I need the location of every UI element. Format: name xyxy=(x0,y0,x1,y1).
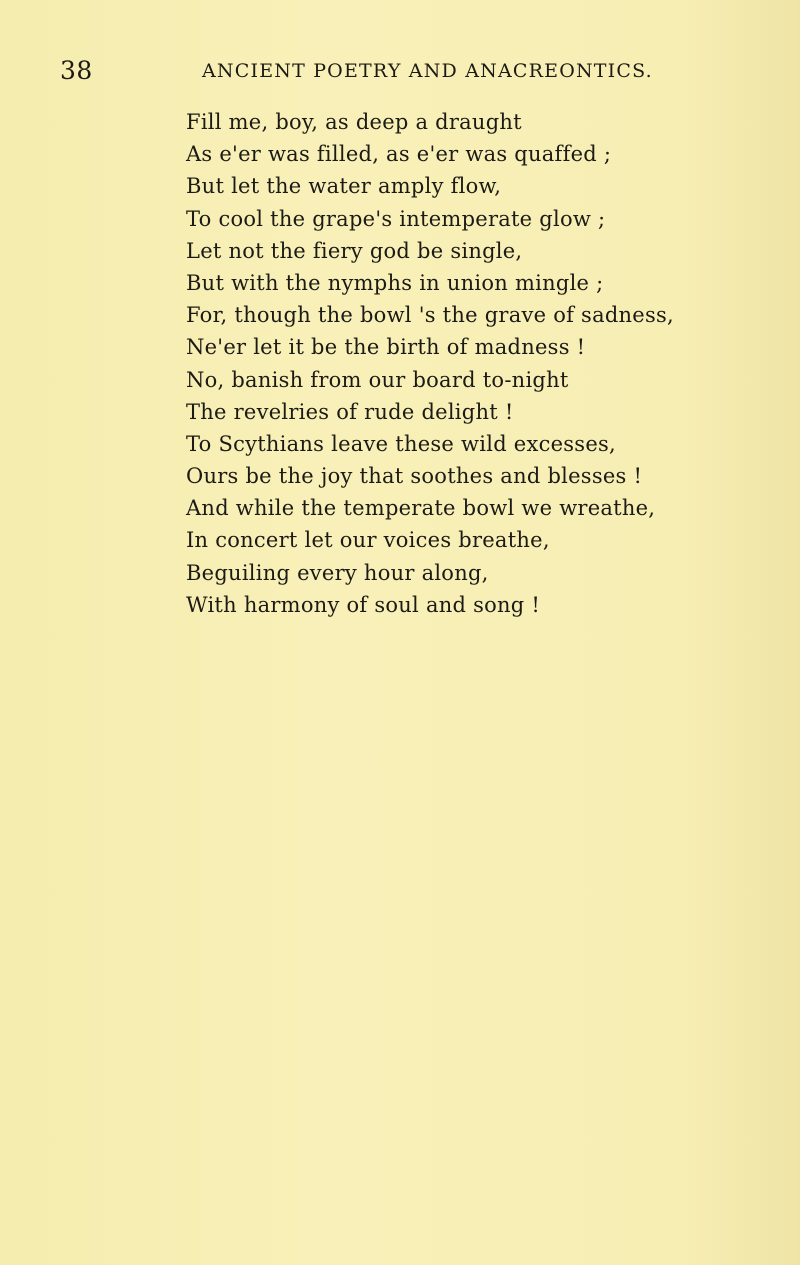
poem-line: But let the water amply flow, xyxy=(186,174,502,199)
poem-line: Ours be the joy that soothes and blesses ! xyxy=(186,464,643,489)
poem-line: As e'er was filled, as e'er was quaffed ; xyxy=(186,142,612,167)
poem-line: To Scythians leave these wild excesses, xyxy=(186,431,616,456)
poem-line: To cool the grape's intemperate glow ; xyxy=(186,206,606,231)
poem-text xyxy=(186,106,786,621)
running-head xyxy=(60,56,740,90)
poem-line: Beguiling every hour along, xyxy=(186,560,489,585)
poem-line: But with the nymphs in union mingle ; xyxy=(186,270,604,295)
poem-line: Ne'er let it be the birth of madness ! xyxy=(186,335,586,360)
poem-line: And while the temperate bowl we wreathe, xyxy=(186,496,656,521)
poem-line: The revelries of rude delight ! xyxy=(186,399,514,424)
page-number: 38 xyxy=(60,56,93,85)
poem-line: No, banish from our board to-night xyxy=(186,367,569,392)
poem-line: In concert let our voices breathe, xyxy=(186,528,550,553)
poem-line: Fill me, boy, as deep a draught xyxy=(186,110,522,134)
running-title: ANCIENT POETRY AND ANACREONTICS. xyxy=(202,60,653,82)
poem-line: For, though the bowl 's the grave of sadness, xyxy=(186,303,674,328)
poem-line: Let not the fiery god be single, xyxy=(186,238,523,263)
poem-line: With harmony of soul and song ! xyxy=(186,592,541,617)
